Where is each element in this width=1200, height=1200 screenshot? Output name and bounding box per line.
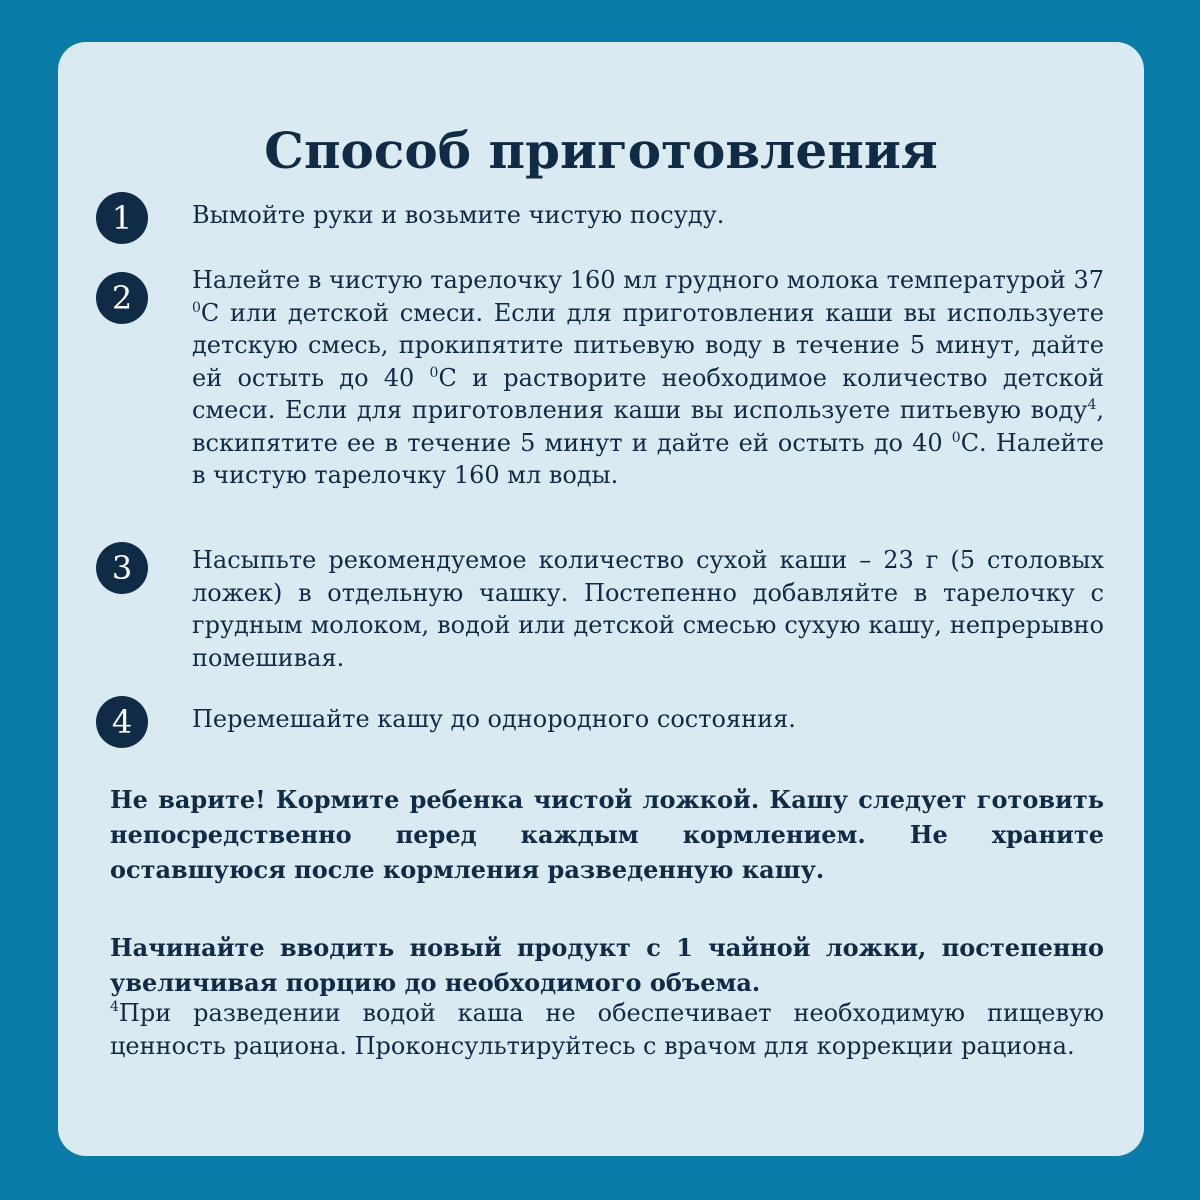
step-number-badge: 3 [96,542,148,594]
step-number-badge: 4 [96,696,148,748]
degree-mark: 0 [429,364,439,381]
page-title: Способ приготовления [264,121,938,180]
advice-note: Начинайте вводить новый продукт с 1 чайной ложки, постепенно увеличивая порцию до необходимого объема. [110,933,1104,997]
step-text: Налейте в чистую тарелочку 160 мл грудного молока температурой 37 $^0$С или детской смеси. Если для приготовления каши вы используете детскую смесь, прокипятите питьевую воду в течение 5 минут, дайте ей остыть до 40 $^0$С и растворите необходимое количество детской смеси. Если для приготовления каши вы используете питьевую воду$^4$, вскипятите ее в течение 5 минут и дайте ей остыть до 40 $^0$С. Налейте в чистую тарелочку 160 мл воды. [192,266,1104,489]
footnote-ref: 4 [1087,397,1097,413]
step-number-badge: 1 [96,192,148,244]
step-number-badge: 2 [96,272,148,324]
instruction-card [58,42,1144,1156]
degree-mark: 0 [951,429,961,446]
step-text: Перемешайте кашу до однородного состояния. [192,705,796,733]
step-text: Насыпьте рекомендуемое количество сухой каши – 23 г (5 столовых ложек) в отдельную чашку. Постепенно добавляйте в тарелочку с грудным молоком, водой или детской смесью сухую кашу, непрерывно помешивая. [192,546,1104,672]
footnote-marker: 4 [110,999,119,1015]
footnote: $^4$При разведении водой каша не обеспечивает необходимую пищевую ценность рациона. Проконсультируйтесь с врачом для коррекции рациона. [110,999,1104,1060]
step-text: Вымойте руки и возьмите чистую посуду. [192,201,725,229]
degree-mark: 0 [192,299,201,316]
warning-note: Не варите! Кормите ребенка чистой ложкой. Кашу следует готовить непосредственно перед каждым кормлением. Не храните оставшуюся после кормления разведенную кашу. [110,785,1104,884]
